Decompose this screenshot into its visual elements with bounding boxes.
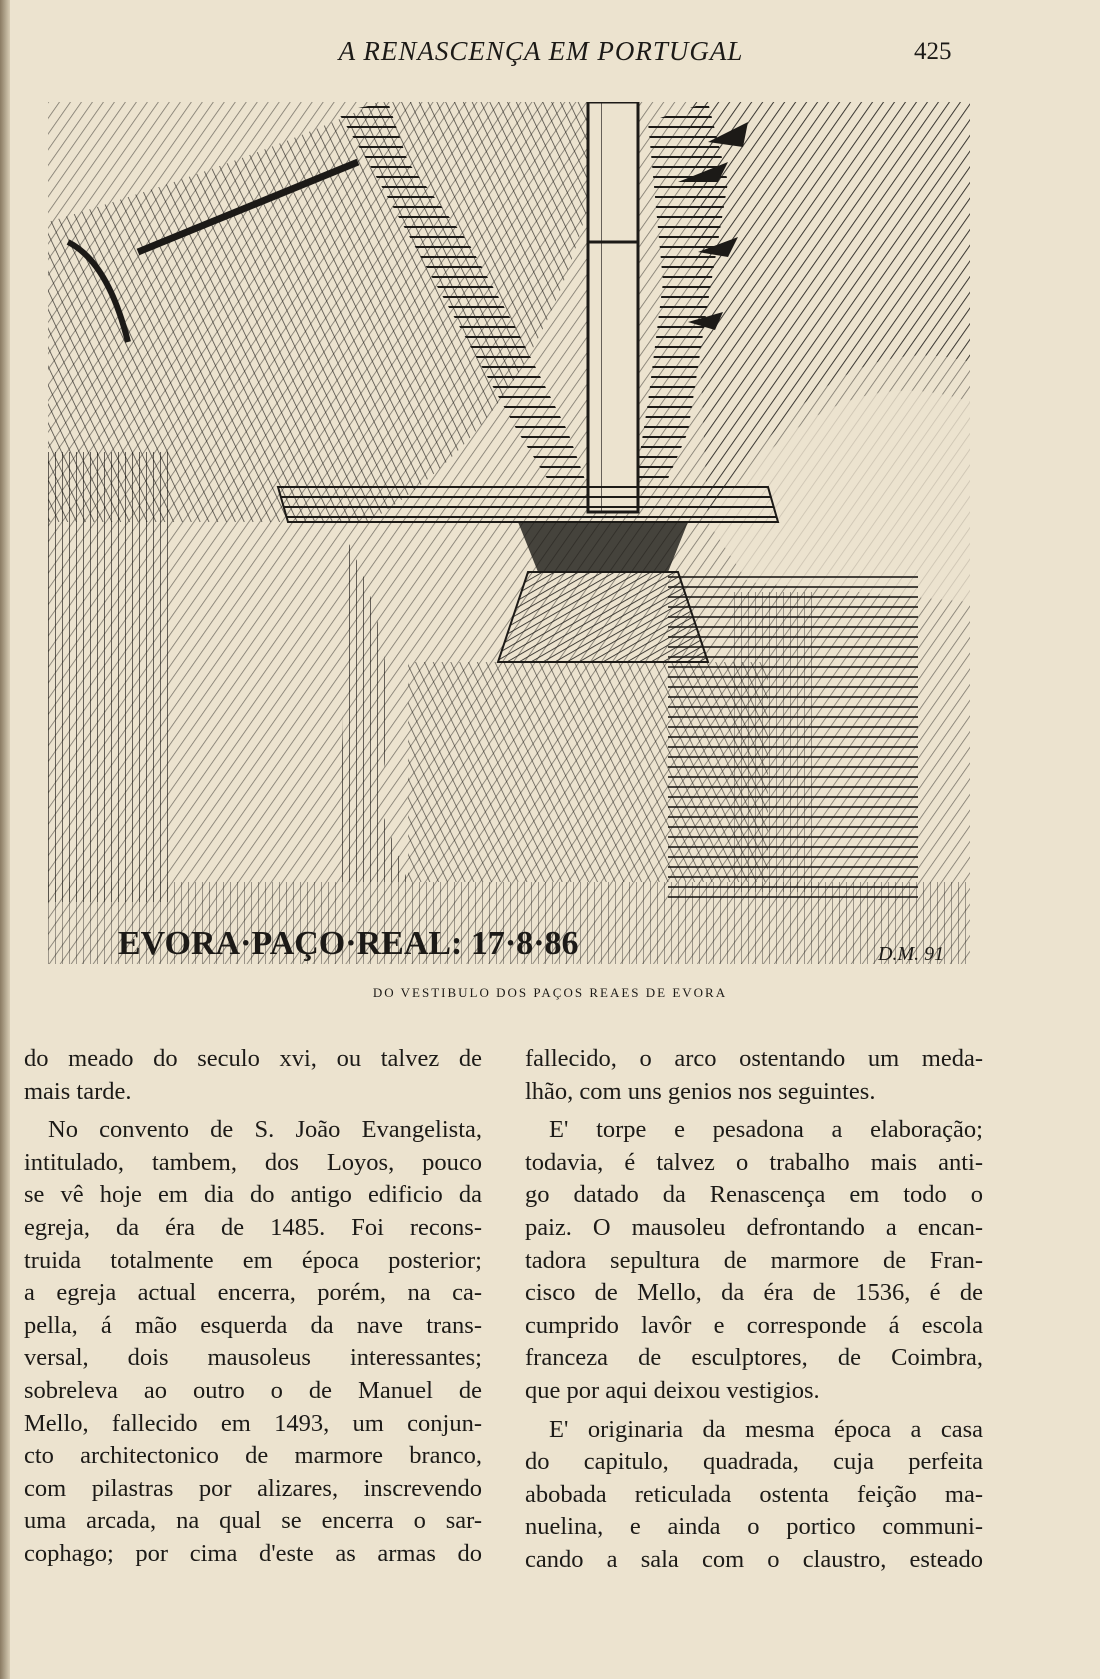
text-line: pella, á mão esquerda da nave trans- [24,1311,482,1339]
text-line: go datado da Renascença em todo o [525,1181,983,1209]
text-line: fallecido, o arco ostentando um meda- [525,1045,983,1072]
running-title: A RENASCENÇA EM PORTUGAL [338,36,744,66]
column-shaft [588,102,638,512]
text-line: nuelina, e ainda o portico communi- [525,1513,983,1541]
text-column-left [24,1043,482,1571]
text-line: todavia, é talvez o trabalho mais anti- [525,1148,983,1176]
text-line: No convento de S. João Evangelista, [48,1116,482,1144]
text-line: franceza de esculptores, de Coimbra, [525,1344,983,1372]
text-line: E' originaria da mesma época a casa [549,1415,983,1443]
text-line: egreja, da éra de 1485. Foi recons- [24,1213,482,1241]
text-line: cumprido lavôr e corresponde á escola [525,1311,983,1339]
page-number: 425 [914,38,952,65]
text-line: uma arcada, na qual se encerra o sar- [24,1507,482,1535]
text-line: cando a sala com o claustro, esteado [525,1545,983,1573]
text-line: cophago; por cima d'este as armas do [24,1539,482,1567]
doorway [668,572,918,902]
text-line: se vê hoje em dia do antigo edificio da [24,1181,482,1209]
text-line: que por aqui deixou vestigios. [525,1376,820,1404]
artist-signature: D.M. 91 [878,943,945,964]
text-line: mais tarde. [24,1077,132,1105]
text-line: do capitulo, quadrada, cuja perfeita [525,1448,983,1476]
text-line: tadora sepultura de marmore de Fran- [525,1246,983,1274]
text-line: paiz. O mausoleu defrontando a encan- [525,1213,983,1241]
text-line: com pilastras por alizares, inscrevendo [24,1474,482,1502]
text-line: E' torpe e pesadona a elaboração; [549,1116,983,1144]
figure-caption: DO VESTIBULO DOS PAÇOS REAES DE EVORA [372,985,728,1000]
text-line: Mello, fallecido em 1493, um conjun- [24,1409,482,1437]
text-line: do meado do seculo xvi, ou talvez de [24,1045,482,1072]
text-line: cisco de Mello, da éra de 1536, é de [525,1279,983,1307]
text-line: a egreja actual encerra, porém, na ca- [24,1279,482,1307]
book-spine-edge [0,0,10,1679]
text-line: abobada reticulada ostenta feição ma- [525,1480,983,1508]
text-line: lhão, com uns genios nos seguintes. [525,1077,876,1105]
text-line: sobreleva ao outro o de Manuel de [24,1376,482,1404]
text-line: intitulado, tambem, dos Loyos, pouco [24,1148,482,1176]
text-line: truida totalmente em época posterior; [24,1246,482,1274]
illustration-vestibule-evora [48,102,970,964]
inscription: EVORA·PAÇO·REAL: 17·8·86 [118,925,579,962]
text-line: cto architectonico de marmore branco, [24,1442,482,1470]
text-column-right [525,1043,983,1577]
text-line: versal, dois mausoleus interessantes; [24,1344,482,1372]
